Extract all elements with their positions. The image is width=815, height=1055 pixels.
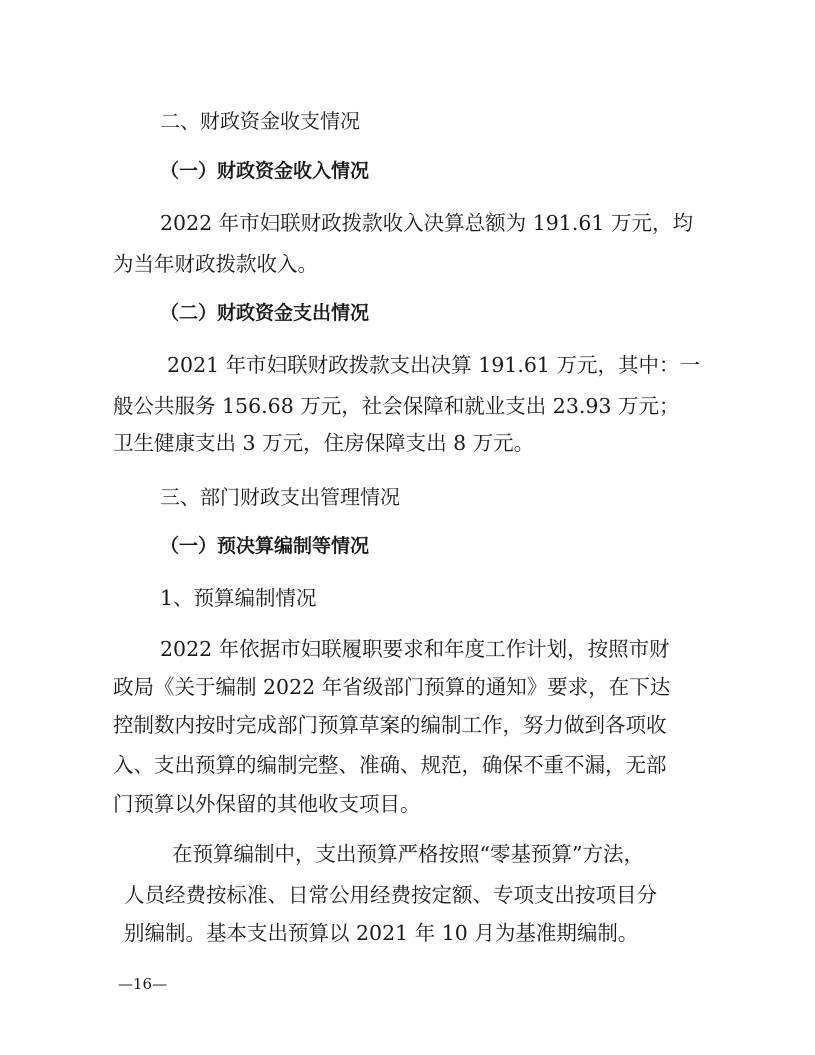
sub-heading: 1、预算编制情况 [160, 586, 317, 610]
paragraph-line: 在预算编制中，支出预算严格按照“零基预算”方法， [172, 842, 644, 866]
subsection-heading-2-2: （二）财政资金支出情况 [160, 302, 370, 324]
section-heading-2: 二、财政资金收支情况 [160, 109, 360, 133]
paragraph-line: 别编制。基本支出预算以 2021 年 10 月为基准期编制。 [124, 921, 639, 945]
paragraph-line: 般公共服务 156.68 万元，社会保障和就业支出 23.93 万元； [113, 394, 680, 418]
page-number: —16— [118, 975, 168, 993]
paragraph-line: 门预算以外保留的其他收支项目。 [113, 792, 421, 816]
paragraph-line: 入、支出预算的编制完整、准确、规范，确保不重不漏，无部 [113, 753, 667, 777]
paragraph-line: 2022 年市妇联财政拨款收入决算总额为 191.61 万元，均 [160, 211, 693, 235]
paragraph-line: 控制数内按时完成部门预算草案的编制工作，努力做到各项收 [113, 713, 667, 737]
paragraph-line: 2022 年依据市妇联履职要求和年度工作计划，按照市财 [160, 637, 670, 661]
paragraph-line: 人员经费按标准、日常公用经费按定额、专项支出按项目分 [124, 883, 657, 907]
paragraph-line: 卫生健康支出 3 万元，住房保障支出 8 万元。 [113, 431, 535, 455]
subsection-heading-2-1: （一）财政资金收入情况 [160, 160, 370, 182]
section-heading-3: 三、部门财政支出管理情况 [160, 485, 400, 509]
paragraph-line: 为当年财政拨款收入。 [113, 252, 318, 276]
paragraph-line: 政局《关于编制 2022 年省级部门预算的通知》要求，在下达 [113, 675, 671, 699]
paragraph-line: 2021 年市妇联财政拨款支出决算 191.61 万元，其中：一 [167, 353, 700, 377]
subsection-heading-3-1: （一）预决算编制等情况 [160, 535, 370, 557]
